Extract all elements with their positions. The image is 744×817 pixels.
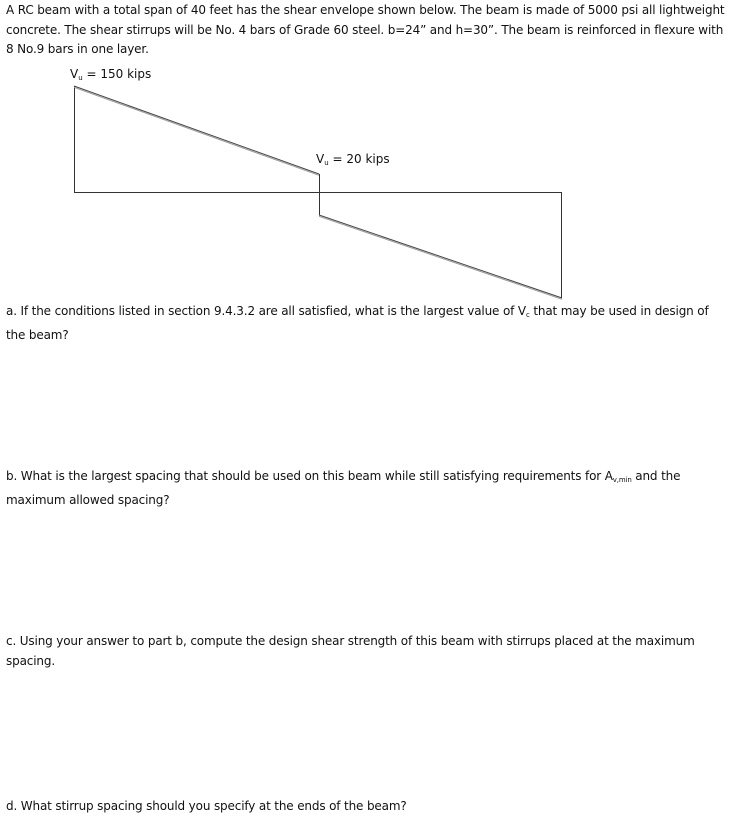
vu-mid-value: = 20 kips: [332, 152, 390, 166]
problem-statement: A RC beam with a total span of 40 feet has the shear envelope shown below. The beam is made of 5000 psi all lightweight concrete. The shear stirrups will be No. 4 bars of Grade 60 steel. b=24” and h=30”. The beam is reinforced in flexure with 8 No.9 bars in one layer.: [6, 3, 725, 56]
vu-max-label: [70, 67, 151, 82]
question-b-text-after: and the maximum allowed spacing?: [6, 469, 681, 507]
question-a-subscript: c: [525, 311, 530, 319]
upper-slope-line: [74, 86, 319, 174]
question-d: d. What stirrup spacing should you specify at the ends of the beam?: [6, 799, 407, 813]
lower-slope-line-shadow: [319, 216, 562, 299]
vu-max-subscript: u: [78, 74, 83, 82]
lower-slope-line: [319, 215, 562, 298]
question-b: [6, 467, 726, 510]
question-b-text-before: b. What is the largest spacing that should be used on this beam while still satisfying requirements for A: [6, 469, 613, 483]
vu-mid-subscript: u: [324, 159, 329, 167]
vu-mid-label: [316, 152, 390, 167]
vu-max-value: = 150 kips: [86, 67, 152, 81]
question-a: [6, 302, 726, 345]
question-b-subscript: v,min: [612, 476, 632, 484]
question-a-text-before: a. If the conditions listed in section 9.4.3.2 are all satisfied, what is the largest value of V: [6, 304, 526, 318]
upper-slope-line-shadow: [74, 87, 319, 175]
question-c: c. Using your answer to part b, compute the design shear strength of this beam with stirrups placed at the maximum spacing.: [6, 634, 695, 668]
vu-mid-symbol: V: [316, 152, 325, 166]
question-a-text-after: that may be used in design of the beam?: [6, 304, 709, 342]
vu-max-symbol: V: [70, 67, 79, 81]
